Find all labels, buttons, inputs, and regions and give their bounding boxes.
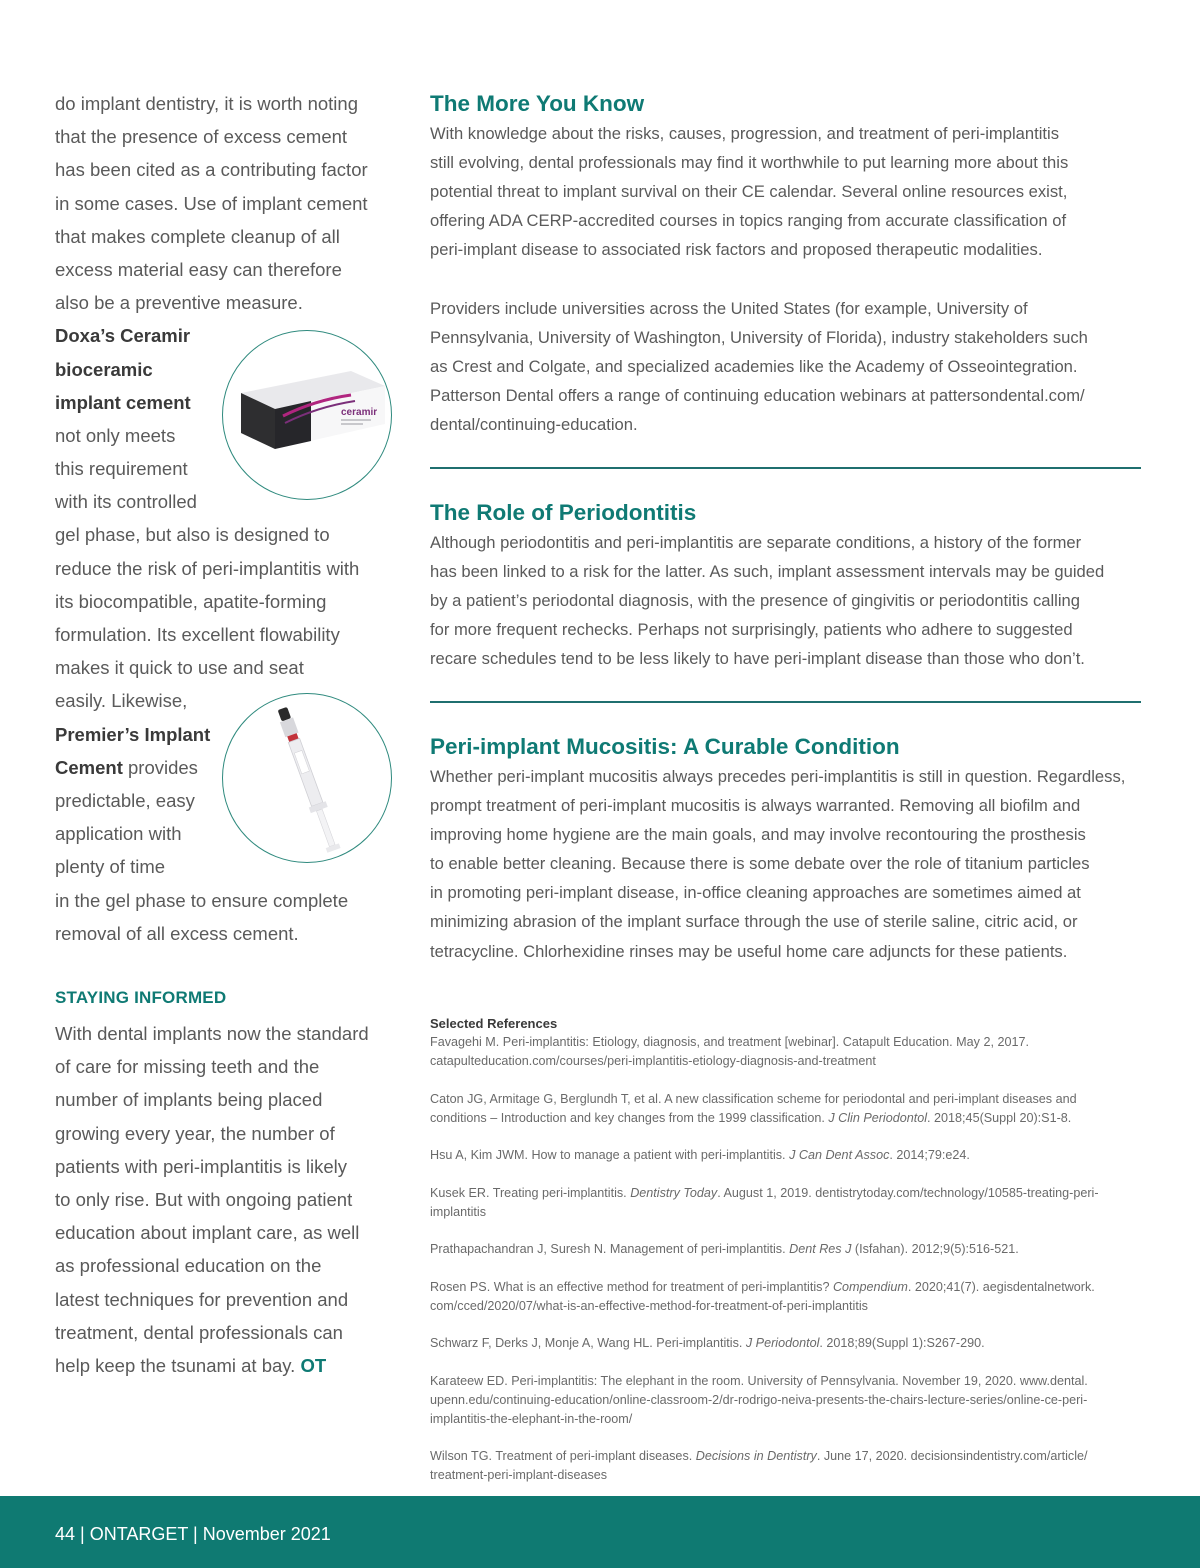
ceramir-box-icon (223, 331, 392, 500)
body-line: to only rise. But with ongoing patient (55, 1188, 353, 1210)
reference-item: Rosen PS. What is an effective method for treatment of peri-implantitis? Compendium. 2020;41(7). aegisdentalnetwork. com/cced/2020/07/what-is-an-effective-method-for-treatment-of-peri-implantitis (430, 1279, 1095, 1313)
section-divider (430, 701, 1141, 703)
body-line: in some cases. Use of implant cement (55, 192, 368, 214)
section-heading: The Role of Periodontitis (430, 500, 697, 525)
reference-item: Hsu A, Kim JWM. How to manage a patient with peri-implantitis. J Can Dent Assoc. 2014;79:e24. (430, 1148, 970, 1162)
body-line: to enable better cleaning. Because there is some debate over the role of titanium particles (430, 854, 1090, 874)
page-footer-text: 44 | ONTARGET | November 2021 (55, 1524, 331, 1544)
body-line: excess material easy can therefore (55, 258, 342, 280)
body-line: treatment, dental professionals can (55, 1321, 343, 1343)
body-line: growing every year, the number of (55, 1122, 335, 1144)
section-more-you-know (430, 91, 1142, 439)
doxa-product-name: Doxa’s Ceramir (55, 325, 191, 347)
body-line: prompt treatment of peri-implant mucositis is always warranted. Removing all biofilm and (430, 796, 1081, 816)
body-line: patients with peri-implantitis is likely (55, 1155, 347, 1177)
reference-item: Favagehi M. Peri-implantitis: Etiology, diagnosis, and treatment [webinar]. Catapult Education. May 2, 2017. catapulteducation.com/courses/peri-implantitis-etiology-diagnosis-and-treatment (430, 1033, 1142, 1071)
body-line: reduce the risk of peri-implantitis with (55, 557, 360, 579)
section-heading: The More You Know (430, 91, 645, 116)
body-line: do implant dentistry, it is worth noting (55, 93, 358, 114)
ot-end-mark: OT (300, 1354, 327, 1376)
body-line: minimizing abrasion of the implant surface through the use of sterile saline, citric acid, or (430, 912, 1078, 932)
body-line: recare schedules tend to be less likely to have peri-implant disease than those who don’t. (430, 649, 1085, 669)
body-line: in the gel phase to ensure complete (55, 889, 349, 911)
premier-product-name: Premier’s Implant (55, 723, 211, 745)
body-line: plenty of time (55, 856, 166, 878)
body-line: help keep the tsunami at bay. OT (55, 1354, 327, 1376)
section-mucositis (430, 734, 1142, 966)
body-line: latest techniques for prevention and (55, 1288, 349, 1310)
body-line: makes it quick to use and seat (55, 657, 304, 679)
ceramir-product-image (222, 330, 392, 500)
body-line: of care for missing teeth and the (55, 1056, 320, 1078)
section-divider (430, 467, 1141, 469)
body-line: easily. Likewise, (55, 690, 188, 712)
body-line: Patterson Dental offers a range of continuing education webinars at pattersondental.com/ (430, 385, 1085, 405)
doxa-product-name: bioceramic (55, 358, 153, 380)
reference-item: Kusek ER. Treating peri-implantitis. Dentistry Today. August 1, 2019. dentistrytoday.com/technology/10585-treating-peri- implantitis (430, 1185, 1099, 1219)
body-line: offering ADA CERP-accredited courses in topics ranging from accurate classification of (430, 211, 1067, 231)
body-line: as Crest and Colgate, and specialized academies like the Academy of Osseointegration. (430, 356, 1078, 376)
body-line: has been cited as a contributing factor (55, 159, 368, 181)
body-line: its biocompatible, apatite-forming (55, 590, 327, 612)
section-periodontitis (430, 500, 1142, 673)
body-line: formulation. Its excellent flowability (55, 624, 340, 645)
reference-item: Wilson TG. Treatment of peri-implant diseases. Decisions in Dentistry. June 17, 2020. decisionsindentistry.com/article/ treatment-peri-implant-diseases (430, 1449, 1088, 1482)
body-line: as professional education on the (55, 1255, 322, 1277)
section-heading: Peri-implant Mucositis: A Curable Condition (430, 734, 900, 759)
body-line: Pennsylvania, University of Washington, University of Florida), industry stakeholders such (430, 327, 1088, 347)
references-list (430, 1015, 1142, 1504)
premier-product-name: Cement provides (55, 756, 198, 778)
body-line: Although periodontitis and peri-implantitis are separate conditions, a history of the former (430, 533, 1082, 552)
body-line: application with (55, 823, 182, 845)
reference-item: Caton JG, Armitage G, Berglundh T, et al. A new classification scheme for periodontal and peri-implant diseases and conditions – Introduction and key changes from the 1999 classification. J Clin Periodontol. 2018;45(Suppl 20):S1-8. (430, 1091, 1077, 1125)
body-line: predictable, easy (55, 789, 195, 811)
body-line: removal of all excess cement. (55, 922, 299, 944)
body-line: has been linked to a risk for the latter. As such, implant assessment intervals may be guided (430, 562, 1105, 582)
body-line: with its controlled (55, 491, 197, 513)
body-line: number of implants being placed (55, 1089, 323, 1111)
body-line: gel phase, but also is designed to (55, 524, 330, 546)
reference-item: Prathapachandran J, Suresh N. Management of peri-implantitis. Dent Res J (Isfahan). 2012;9(5):516-521. (430, 1242, 1019, 1256)
premier-syringe-image (222, 693, 392, 863)
body-line: Whether peri-implant mucositis always precedes peri-implantitis is still in question. Regardless, (430, 767, 1126, 786)
body-line: by a patient’s periodontal diagnosis, with the presence of gingivitis or periodontitis calling (430, 591, 1081, 611)
body-line: also be a preventive measure. (55, 292, 303, 314)
body-line: still evolving, dental professionals may find it worthwhile to put learning more about this (430, 153, 1069, 173)
body-line: improving home hygiene are the main goals, and may involve recontouring the prosthesis (430, 825, 1086, 845)
staying-informed-heading: STAYING INFORMED (55, 988, 227, 1007)
reference-link: catapulteducation.com/courses/peri-implantitis-etiology-diagnosis-and-treatment (430, 1054, 876, 1068)
body-line: With knowledge about the risks, causes, progression, and treatment of peri-implantitis (430, 124, 1060, 143)
staying-informed-body (55, 1017, 400, 1382)
body-line: education about implant care, as well (55, 1222, 360, 1244)
body-line: this requirement (55, 458, 188, 480)
body-line: in promoting peri-implant disease, in-office cleaning approaches are sometimes aimed at (430, 883, 1081, 903)
body-line: Providers include universities across the United States (for example, University of (430, 298, 1028, 318)
svg-text:ceramir: ceramir (341, 407, 378, 418)
body-line: peri-implant disease to associated risk factors and proposed therapeutic modalities. (430, 240, 1043, 260)
body-line: for more frequent rechecks. Perhaps not surprisingly, patients who adhere to suggested (430, 620, 1073, 640)
paragraph-gap (430, 264, 1142, 293)
body-line: that makes complete cleanup of all (55, 225, 340, 247)
body-line: that the presence of excess cement (55, 126, 348, 148)
references-title: Selected References (430, 1016, 558, 1031)
reference-item: Schwarz F, Derks J, Monje A, Wang HL. Peri-implantitis. J Periodontol. 2018;89(Suppl 1):S267-290. (430, 1336, 985, 1350)
reference-item: Karateew ED. Peri-implantitis: The elephant in the room. University of Pennsylvania. November 19, 2020. www.dental. upenn.edu/continuing-education/online-classroom-2/dr-rodrigo-neiva-presents-the-chairs-lecture-series/online-ce-peri- implantitis-the-elephant-in-the-room/ (430, 1373, 1088, 1426)
body-line: With dental implants now the standard (55, 1023, 369, 1044)
body-line: not only meets (55, 424, 176, 446)
doxa-product-name: implant cement (55, 391, 191, 413)
syringe-icon (223, 694, 392, 863)
body-line: tetracycline. Chlorhexidine rinses may be useful home care adjuncts for these patients. (430, 941, 1068, 961)
body-line: potential threat to implant survival on their CE calendar. Several online resources exist, (430, 182, 1068, 202)
body-line: dental/continuing-education. (430, 414, 638, 434)
